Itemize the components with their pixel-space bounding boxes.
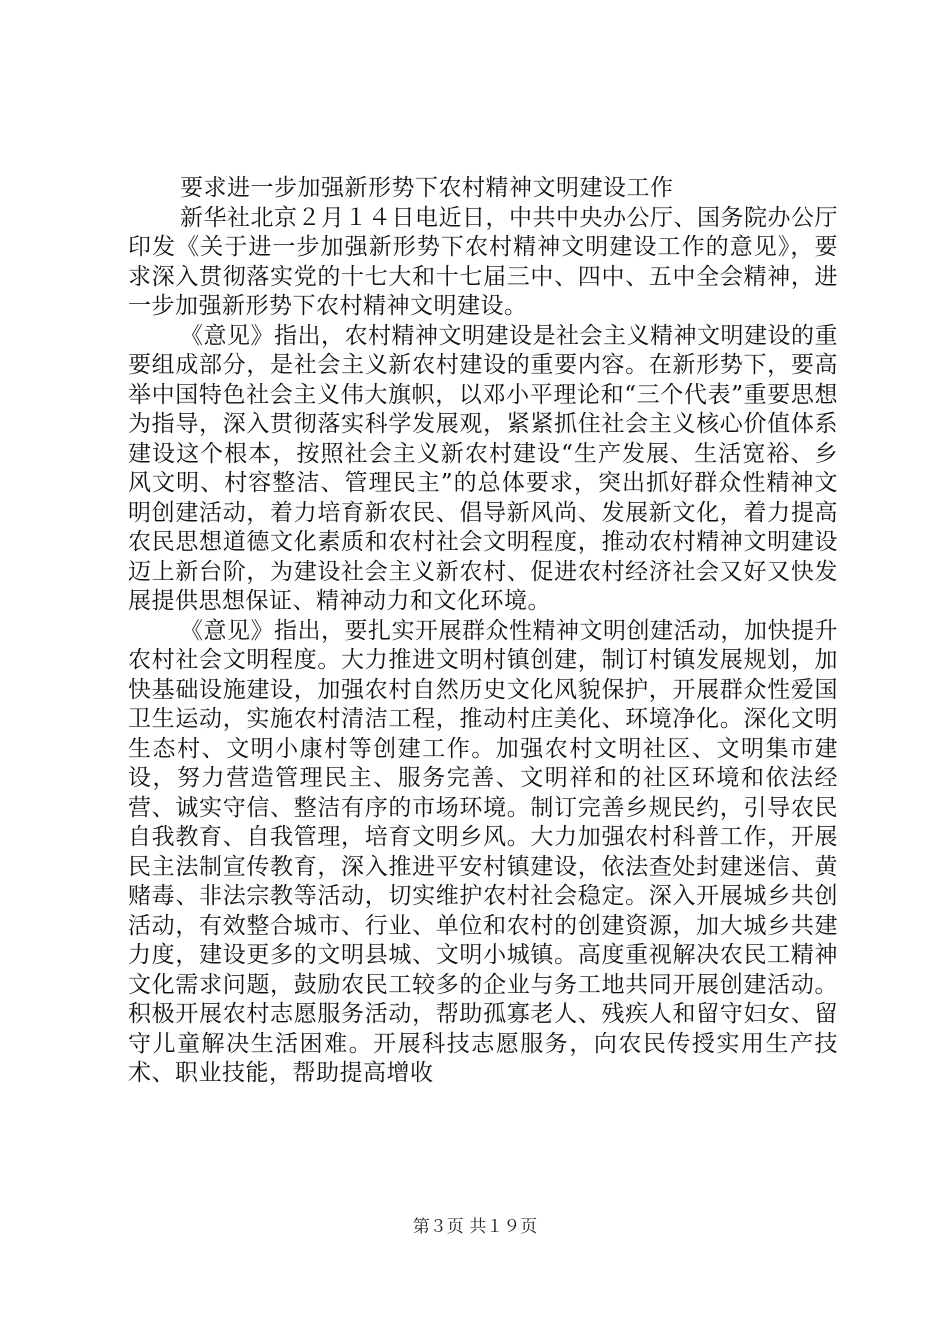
document-title: 要求进一步加强新形势下农村精神文明建设工作 xyxy=(180,175,674,201)
paragraph-2: 《意见》指出，农村精神文明建设是社会主义精神文明建设的重要组成部分，是社会主义新农村建设的重要内容。在新形势下，要高举中国特色社会主义伟大旗帜，以邓小平理论和“三个代表”重要思想为指导，深入贯彻落实科学发展观，紧紧抓住社会主义核心价值体系建设这个根本，按照社会主义新农村建设“生产发展、生活宽裕、乡风文明、村容整洁、管理民主”的总体要求，突出抓好群众性精神文明创建活动，着力培育新农民、倡导新风尚、发展新文化，着力提高农民思想道德文化素质和农村社会文明程度，推动农村精神文明建设迈上新台阶，为建设社会主义新农村、促进农村经济社会又好又快发展提供思想保证、精神动力和文化环境。 xyxy=(128,322,838,614)
page-number-footer: 第３页 共１９页 xyxy=(412,1217,538,1237)
paragraph-1: 新华社北京２月１４日电近日，中共中央办公厅、国务院办公厅印发《关于进一步加强新形势下农村精神文明建设工作的意见》，要求深入贯彻落实党的十七大和十七届三中、四中、五中全会精神，进一步加强新形势下农村精神文明建设。 xyxy=(128,204,838,319)
paragraph-3: 《意见》指出，要扎实开展群众性精神文明创建活动，加快提升农村社会文明程度。大力推进文明村镇创建，制订村镇发展规划，加快基础设施建设，加强农村自然历史文化风貌保护，开展群众性爱国卫生运动，实施农村清洁工程，推动村庄美化、环境净化。深化文明生态村、文明小康村等创建工作。加强农村文明社区、文明集市建设，努力营造管理民主、服务完善、文明祥和的社区环境和依法经营、诚实守信、整洁有序的市场环境。制订完善乡规民约，引导农民自我教育、自我管理，培育文明乡风。大力加强农村科普工作，开展民主法制宣传教育，深入推进平安村镇建设，依法查处封建迷信、黄赌毒、非法宗教等活动，切实维护农村社会稳定。深入开展城乡共创活动，有效整合城市、行业、单位和农村的创建资源，加大城乡共建力度，建设更多的文明县城、文明小城镇。高度重视解决农民工精神文化需求问题，鼓励农民工较多的企业与务工地共同开展创建活动。积极开展农村志愿服务活动，帮助孤寡老人、残疾人和留守妇女、留守儿童解决生活困难。开展科技志愿服务，向农民传授实用生产技术、职业技能，帮助提高增收 xyxy=(128,617,838,1086)
document-body xyxy=(128,174,838,1089)
